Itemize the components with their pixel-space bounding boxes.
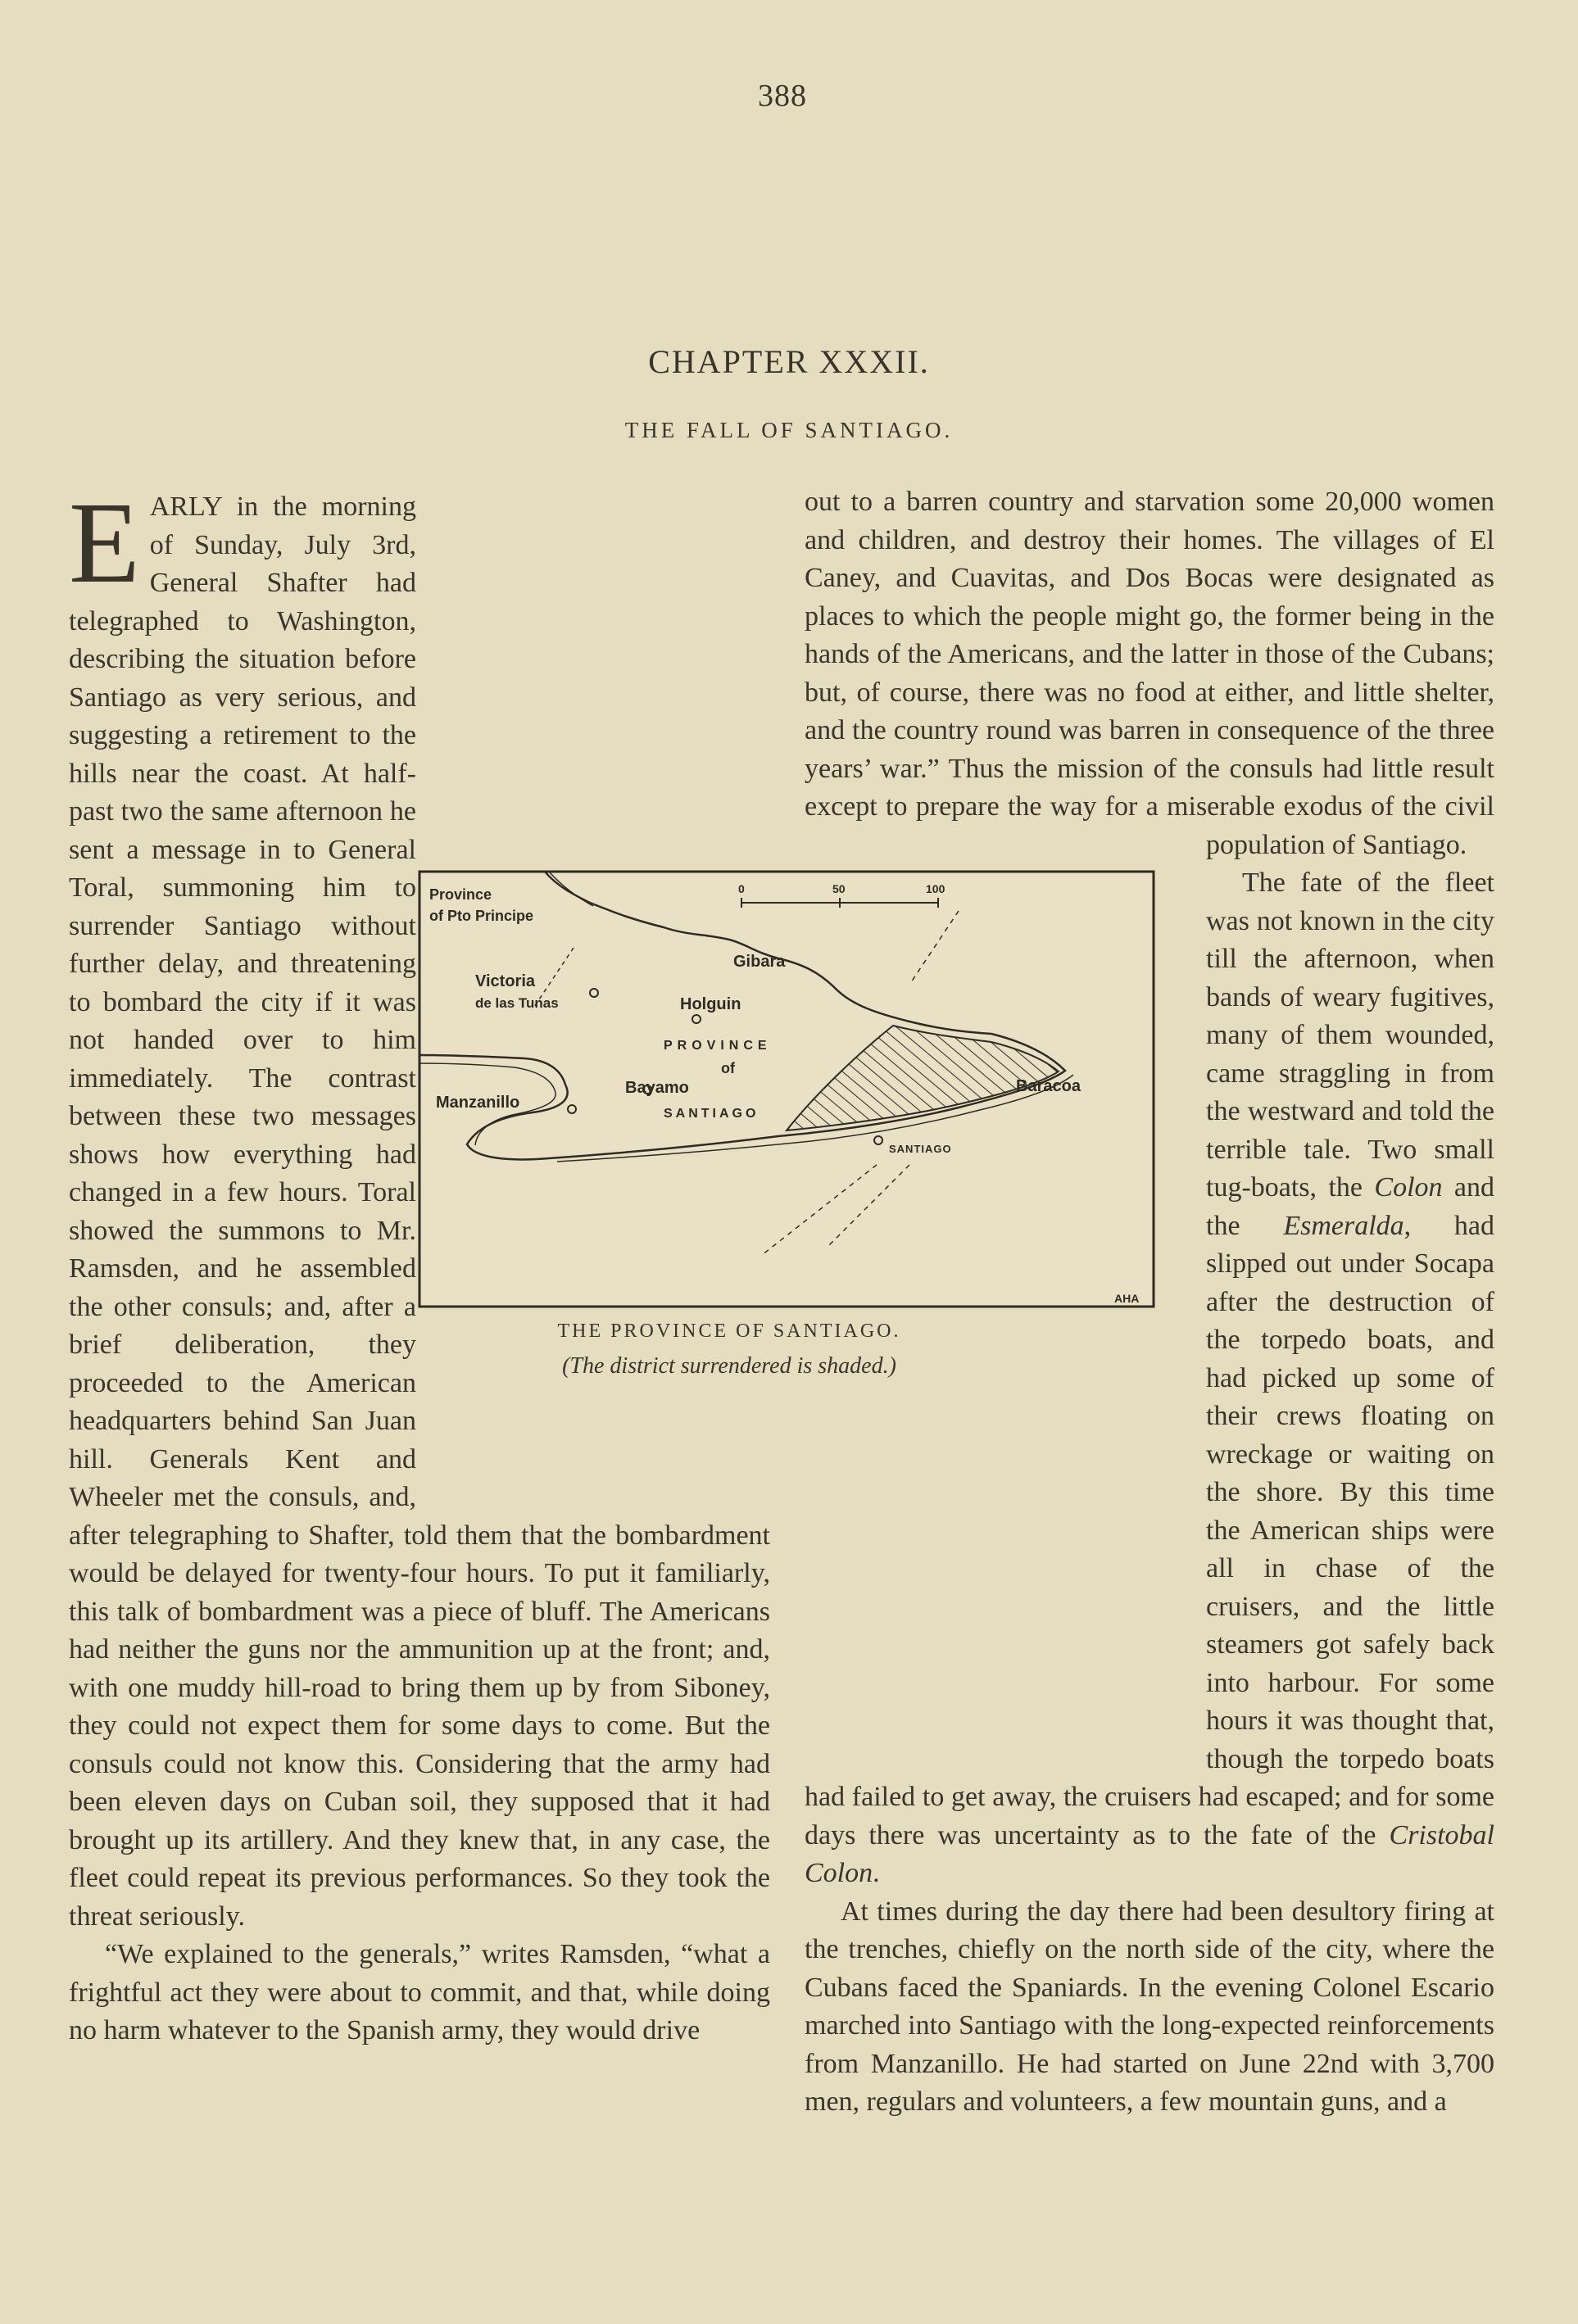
page-number: 388 xyxy=(758,79,807,113)
scale-label-100: 100 xyxy=(926,882,945,895)
ship-name-colon: Colon xyxy=(1374,1172,1443,1203)
map-label-province: PROVINCE xyxy=(664,1039,772,1053)
map-label-pto-principe: of Pto Principe xyxy=(429,908,534,924)
scale-label-50: 50 xyxy=(832,882,846,895)
paragraph-r2: The fate of the fleet was not known in the city till the afternoon, when bands of weary fugitives, many of them wounded, came straggling in from the westward and told the terrible tale. Two small tug-boats, the Colon and the Esmeralda, had slipped out under Socapa after the destruction of the torpedo boats, and had picked up some of their crews floating on wreckage or waiting on the shore. By this time the American ships were all in chase of the cruisers, and the little steamers got safely back into harbour. For some hours it was thought that, though the torpedo boats had failed to get away, the cruisers had escaped; and for some days there was uncertainty as to the fate of the Cristobal Colon. xyxy=(805,868,1495,1888)
paragraph-1: EARLY in the morning of Sunday, July 3rd, General Shafter had telegraphed to Washington, describing the situation before Santiago as very serious, and suggesting a retirement to the hills near the coast. At half-past two the same afternoon he sent a message in to General Toral, summoning him to surrender Santiago without further delay, and threatening to bombard the city if it was not handed over to him immediately. The contrast between these two messages shows how everything had changed in a few hours. Toral showed the summons to Mr. Ramsden, and he assembled the other consuls; and, after a brief deliberation, they proceeded to the American headquarters behind San Juan hill. Generals Kent and Wheeler met the consuls, and, after telegraphing to Shafter, told them that the bombardment would be delayed for twenty-four hours. To put it familiarly, this talk of bombardment was a piece of bluff. The Americans had neither the guns nor the ammunition up at the front; and, with one muddy hill-road to bring them up by from Siboney, they could not expect them for some days to come. But the consuls could not know this. Considering that the army had been eleven days on Cuban soil, they supposed that it had brought up its artillery. And they knew that, in any case, the fleet could repeat its previous performances. So they took the threat seriously. xyxy=(69,478,770,1932)
scale-label-0: 0 xyxy=(738,882,745,895)
chapter-subtitle: THE FALL OF SANTIAGO. xyxy=(624,418,954,442)
map-caption-note: (The district surrendered is shaded.) xyxy=(562,1353,896,1379)
paragraph-r3: At times during the day there had been desultory firing at the trenches, chiefly on the north side of the city, where the Cubans faced the Spaniards. In the evening Colonel Escario marched into Santiago with the long-expected reinforcements from Manzanillo. He had started on June 22nd with 3,700 men, regulars and volunteers, a few mountain guns, and a xyxy=(805,1896,1494,2117)
map-label-of: of xyxy=(721,1060,735,1076)
province-map xyxy=(418,870,1155,1308)
drop-cap: E xyxy=(69,478,140,607)
map-label-gibara: Gibara xyxy=(733,953,786,971)
paragraph-r1: out to a barren country and starvation some 20,000 women and children, and destroy their homes. The villages of El Caney, and Cuavitas, and Dos Bocas were designated as places to which the people might go, the former being in the hands of the Americans, and the latter in those of the Cubans; but, of course, there was no food at either, and little shelter, and the country round was barren in consequence of the three years’ war.” Thus the mission of the consuls had little result except to prepare the way for a miserable exodus of the civil population of Santiago. xyxy=(805,487,1494,860)
map-label-baracoa: Baracoa xyxy=(1016,1077,1081,1095)
ship-name-cristobal: Cristobal Colon xyxy=(805,1819,1494,1888)
paragraph-2: “We explained to the generals,” writes Ramsden, “what a frightful act they were about to commit, and that, while doing no harm whatever to the Spanish army, they would drive xyxy=(69,1939,770,2045)
map-label-bayamo: Bayamo xyxy=(625,1079,689,1097)
map-label-victoria: Victoria xyxy=(475,972,535,990)
ship-name-esmeralda: Esmeralda xyxy=(1283,1210,1404,1241)
map-label-province-principe: Province xyxy=(429,886,492,903)
map-label-manzanillo: Manzanillo xyxy=(436,1094,520,1112)
map-label-santiago-city: SANTIAGO xyxy=(889,1143,952,1155)
map-signature: AHA xyxy=(1114,1292,1140,1305)
chapter-title: CHAPTER XXXII. xyxy=(648,343,930,380)
map-drawing xyxy=(418,870,1155,1308)
map-label-las-tunas: de las Tunas xyxy=(475,995,559,1011)
map-label-holguin: Holguin xyxy=(680,995,741,1013)
map-label-santiago-province: SANTIAGO xyxy=(664,1107,760,1121)
map-caption-title: THE PROVINCE OF SANTIAGO. xyxy=(557,1321,901,1342)
